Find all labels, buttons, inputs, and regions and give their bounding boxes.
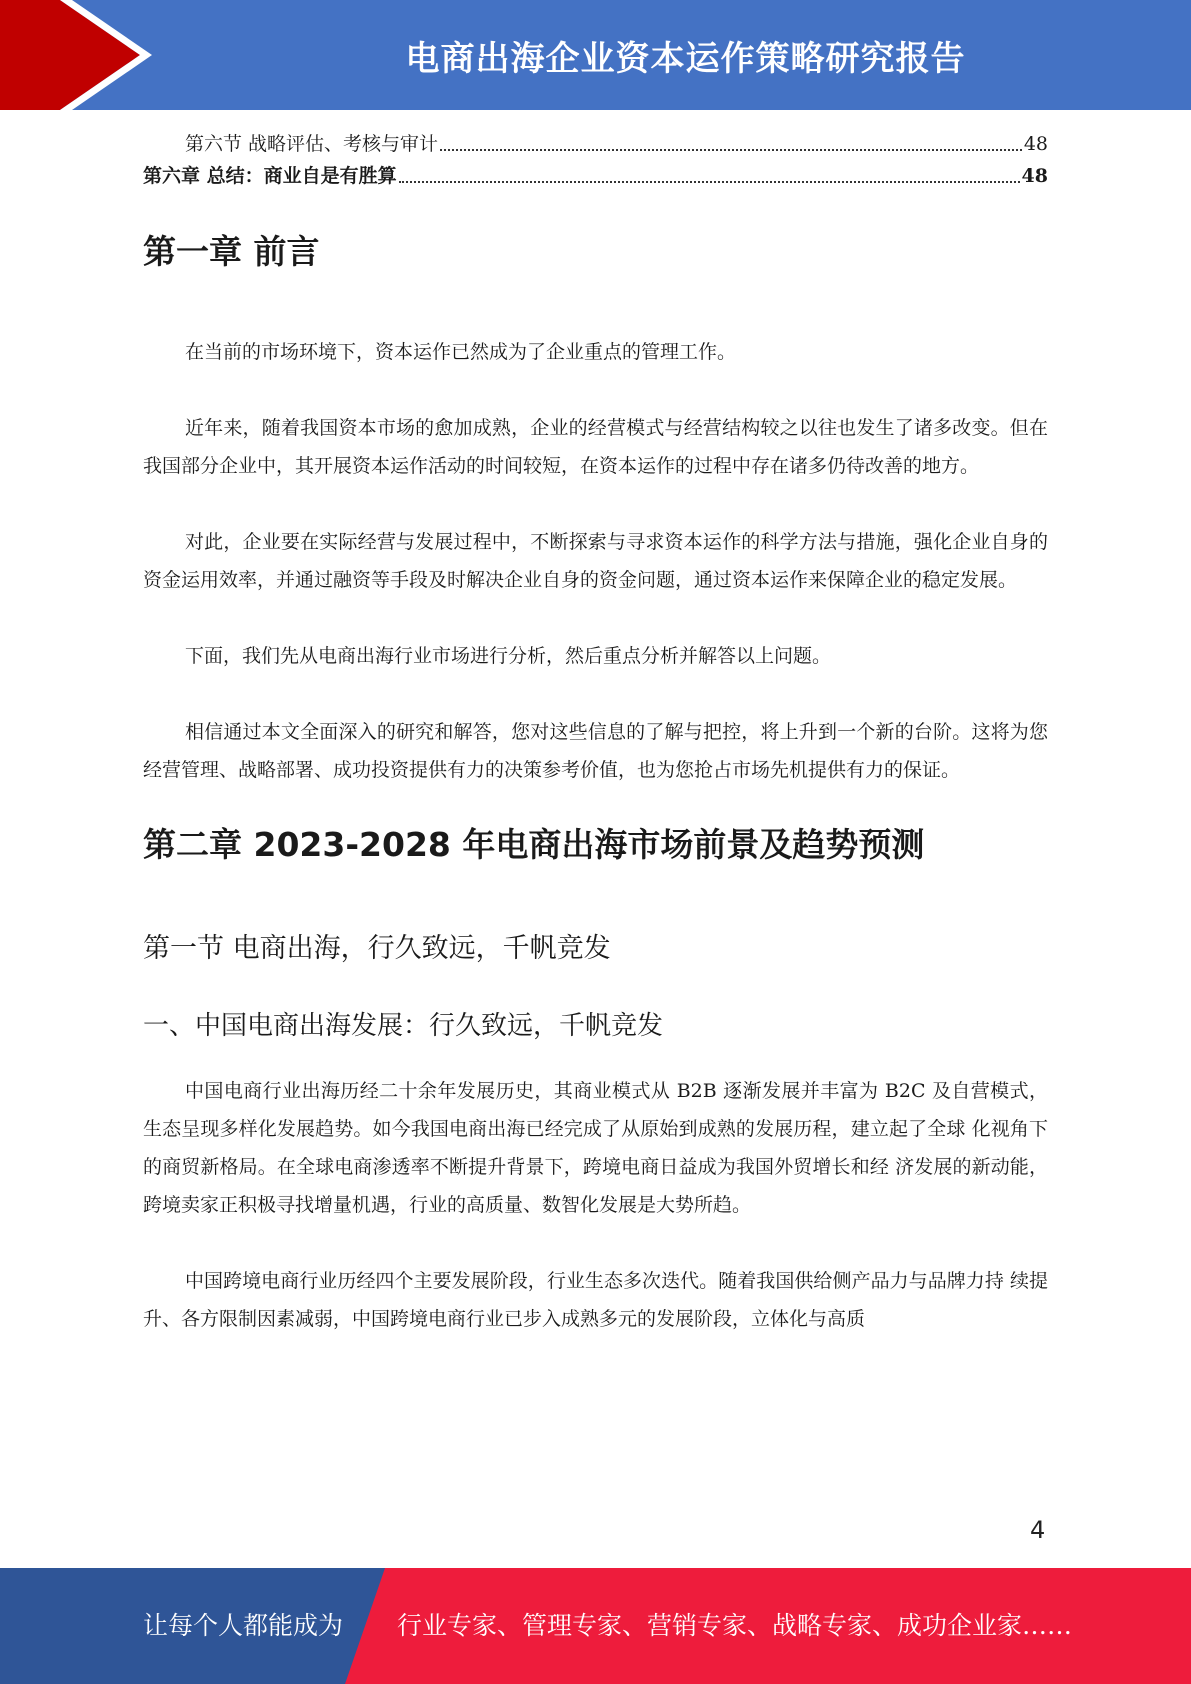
paragraph: 中国电商行业出海历经二十余年发展历史，其商业模式从 B2B 逐渐发展并丰富为 B2C 及自营模式， 生态呈现多样化发展趋势。如今我国电商出海已经完成了从原始到成熟的发展历程，建立起了全球 化视角下的商贸新格局。在全球电商渗透率不断提升背景下，跨境电商日益成为我国外贸增长和经 济发展的新动能，跨境卖家正积极寻找增量机遇，行业的高质量、数智化发展是大势所趋。 [143, 1080, 1048, 1216]
toc-entry[interactable] [143, 160, 1048, 192]
toc-entry-text: 第六章 总结：商业自是有胜算 [143, 165, 397, 187]
report-title: 电商出海企业资本运作策略研究报告 [405, 38, 966, 79]
chapter-2-heading: 第二章 2023-2028 年电商出海市场前景及趋势预测 [143, 825, 925, 864]
footer-slogan-left: 让每个人都能成为 [143, 1611, 344, 1640]
paragraph: 中国跨境电商行业历经四个主要发展阶段，行业生态多次迭代。随着我国供给侧产品力与品牌力持 续提升、各方限制因素减弱，中国跨境电商行业已步入成熟多元的发展阶段，立体化与高质 [143, 1270, 1048, 1330]
toc-leader-dots [440, 149, 1022, 151]
toc-entry[interactable] [143, 128, 1048, 160]
page-footer [0, 1568, 1191, 1684]
section-heading: 第一节 电商出海，行久致远，千帆竞发 [143, 933, 611, 964]
paragraph: 下面，我们先从电商出海行业市场进行分析，然后重点分析并解答以上问题。 [185, 645, 832, 667]
toc-entry-text: 第六节 战略评估、考核与审计 [185, 133, 439, 155]
paragraph: 近年来，随着我国资本市场的愈加成熟，企业的经营模式与经营结构较之以往也发生了诸多改变。但在我国部分企业中，其开展资本运作活动的时间较短，在资本运作的过程中存在诸多仍待改善的地方。 [143, 417, 1048, 477]
paragraph: 在当前的市场环境下，资本运作已然成为了企业重点的管理工作。 [185, 341, 737, 363]
paragraph: 相信通过本文全面深入的研究和解答，您对这些信息的了解与把控，将上升到一个新的台阶。这将为您经营管理、战略部署、成功投资提供有力的决策参考价值，也为您抢占市场先机提供有力的保证。 [143, 721, 1048, 781]
header-arrow-decoration [0, 0, 160, 110]
toc-entry-page: 48 [1023, 133, 1048, 155]
paragraph: 对此，企业要在实际经营与发展过程中，不断探索与寻求资本运作的科学方法与措施，强化企业自身的资金运用效率，并通过融资等手段及时解决企业自身的资金问题，通过资本运作来保障企业的稳定发展。 [143, 531, 1048, 591]
footer-slogan-right: 行业专家、管理专家、营销专家、战略专家、成功企业家…… [397, 1611, 1073, 1640]
toc-leader-dots [399, 181, 1020, 183]
subsection-heading: 一、中国电商出海发展：行久致远，千帆竞发 [143, 1011, 664, 1041]
chapter-1-heading: 第一章 前言 [143, 232, 320, 271]
toc-entry-page: 48 [1021, 165, 1048, 187]
page-header [0, 0, 1191, 110]
page-number: 4 [1030, 1516, 1046, 1544]
document-body [143, 128, 1048, 1338]
